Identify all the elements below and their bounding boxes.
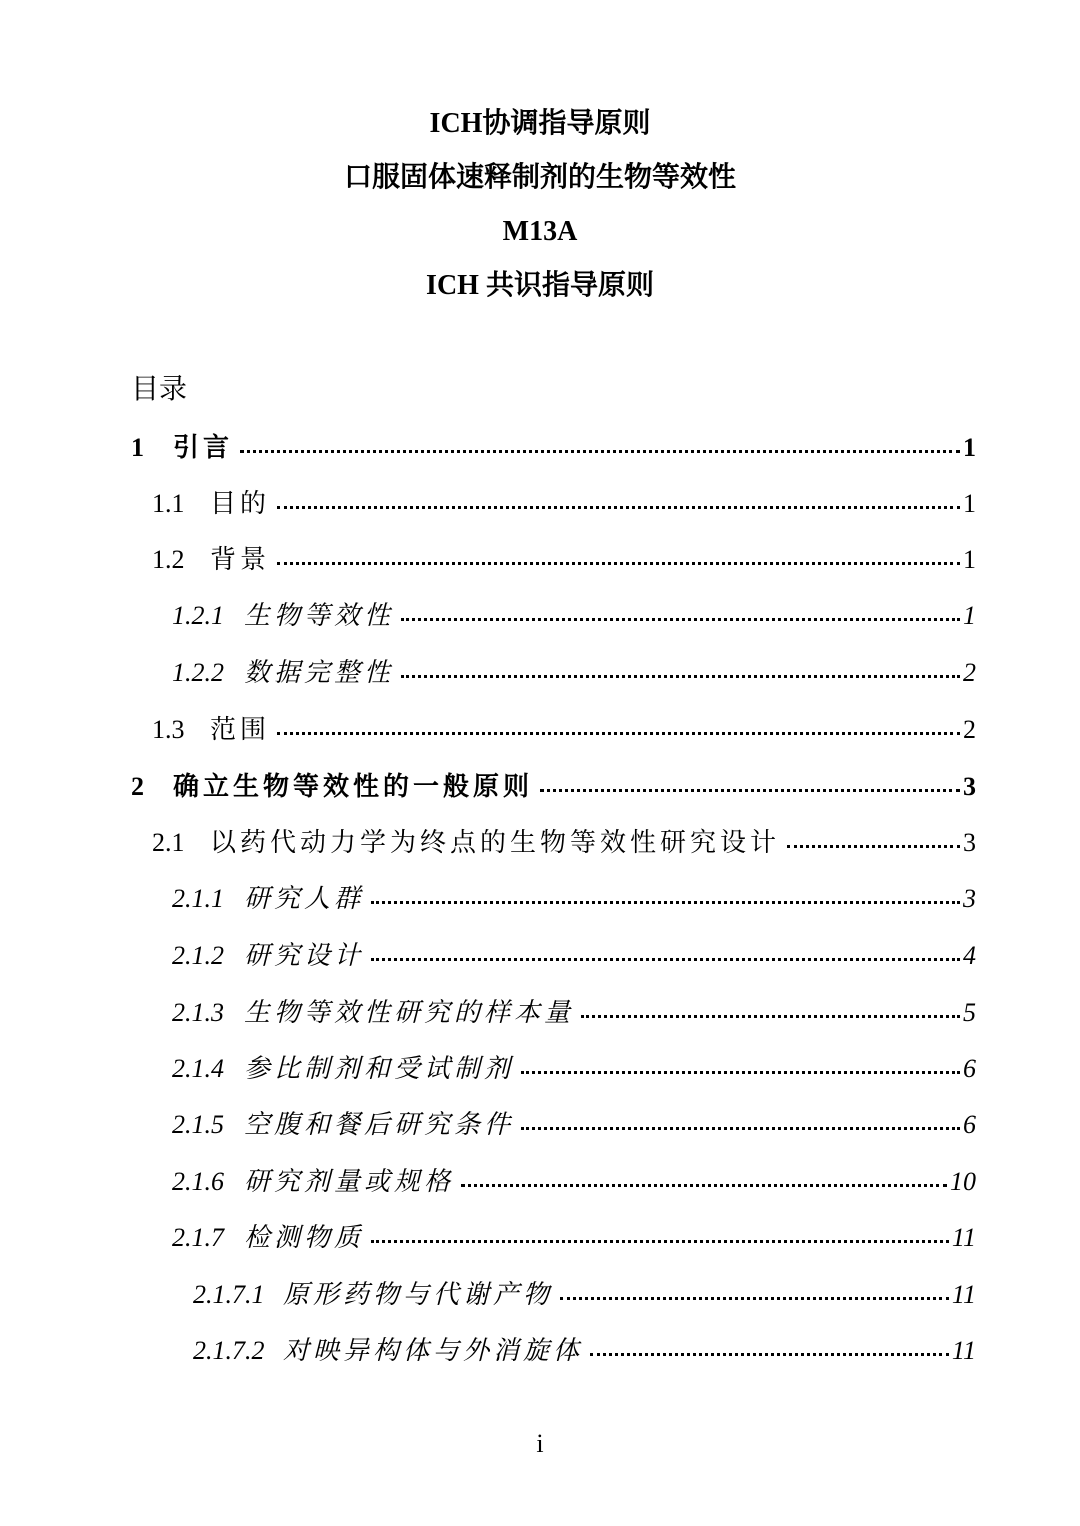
toc-entry-number: 2 [131,772,144,801]
document-subtitle: 口服固体速释制剂的生物等效性 [343,162,736,193]
toc-entry-title: 参比制剂和受试制剂 [244,1054,515,1083]
toc-entry-page: 3 [963,884,976,913]
toc-leader [521,1127,960,1130]
toc-entry-number: 1.1 [152,489,185,518]
toc-entry-page: 6 [963,1110,976,1139]
toc-leader [240,450,960,453]
toc-entry[interactable] [172,881,976,917]
toc-entry-page: 10 [950,1167,976,1196]
toc-entry[interactable] [172,1051,976,1087]
toc-entry-page: 11 [951,1280,976,1309]
toc-entry-title: 确立生物等效性的一般原则 [173,772,534,801]
toc-entry[interactable] [172,598,976,634]
toc-entry-title: 引言 [173,433,234,462]
toc-entry-number: 2.1.6 [172,1167,224,1196]
toc-leader [371,958,960,961]
toc-leader [521,1071,960,1074]
toc-entry-title: 范围 [210,715,271,744]
toc-entry-number: 2.1.4 [172,1054,224,1083]
toc-entry-page: 6 [963,1054,976,1083]
toc-entry[interactable] [152,825,976,861]
toc-entry-number: 1.2.2 [172,658,224,687]
toc-entry-title: 原形药物与代谢产物 [283,1280,554,1309]
toc-entry[interactable] [131,769,976,805]
toc-entry-number: 2.1.2 [172,941,224,970]
toc-heading: 目录 [131,374,188,405]
page-number: i [536,1429,544,1458]
toc-leader [787,845,960,848]
toc-leader [371,901,960,904]
toc-entry-title: 以药代动力学为终点的生物等效性研究设计 [210,828,781,857]
toc-entry-title: 研究设计 [244,941,365,970]
toc-entry-page: 3 [963,772,976,801]
toc-entry-title: 对映异构体与外消旋体 [283,1336,584,1365]
toc-leader [401,618,960,621]
toc-leader [277,506,960,509]
toc-entry-page: 1 [963,489,976,518]
toc-entry[interactable] [172,938,976,974]
toc-entry[interactable] [152,542,976,578]
toc-entry-title: 空腹和餐后研究条件 [244,1110,515,1139]
document-title: ICH协调指导原则 [429,108,651,139]
toc-leader [371,1240,949,1243]
toc-entry[interactable] [172,655,976,691]
toc-entry-number: 2.1.7.1 [193,1280,265,1309]
toc-entry-title: 背景 [210,545,271,574]
toc-entry-page: 1 [963,433,976,462]
toc-entry-title: 研究人群 [244,884,365,913]
toc-entry-number: 2.1.5 [172,1110,224,1139]
toc-entry[interactable] [172,1220,976,1256]
toc-entry-number: 1 [131,433,144,462]
toc-entry[interactable] [193,1333,976,1369]
toc-entry-page: 2 [963,715,976,744]
toc-entry-page: 1 [963,601,976,630]
toc-leader [277,562,960,565]
toc-entry-number: 2.1 [152,828,185,857]
toc-entry-page: 2 [963,658,976,687]
toc-entry-number: 2.1.7.2 [193,1336,265,1365]
toc-entry-page: 5 [963,998,976,1027]
guideline-type: ICH 共识指导原则 [426,270,654,301]
toc-entry[interactable] [152,712,976,748]
toc-entry-number: 2.1.3 [172,998,224,1027]
toc-leader [560,1297,949,1300]
toc-entry-number: 2.1.1 [172,884,224,913]
toc-entry[interactable] [193,1277,976,1313]
toc-entry-number: 1.2 [152,545,185,574]
toc-entry[interactable] [172,1107,976,1143]
toc-entry-title: 检测物质 [244,1223,365,1252]
toc-entry-title: 数据完整性 [244,658,395,687]
toc-entry-page: 11 [951,1336,976,1365]
toc-entry-title: 生物等效性研究的样本量 [244,998,575,1027]
guideline-code: M13A [502,216,578,247]
toc-leader [590,1353,949,1356]
toc-entry-page: 3 [963,828,976,857]
toc-entry[interactable] [131,430,976,466]
toc-leader [581,1015,960,1018]
toc-entry[interactable] [172,995,976,1031]
toc-leader [277,732,960,735]
toc-entry-page: 4 [963,941,976,970]
toc-entry[interactable] [172,1164,976,1200]
toc-leader [401,675,960,678]
toc-entry-title: 研究剂量或规格 [244,1167,455,1196]
toc-entry-number: 2.1.7 [172,1223,224,1252]
toc-entry[interactable] [152,486,976,522]
toc-entry-title: 目的 [210,489,271,518]
toc-entry-number: 1.3 [152,715,185,744]
toc-entry-page: 11 [951,1223,976,1252]
toc-leader [461,1184,947,1187]
toc-entry-number: 1.2.1 [172,601,224,630]
toc-entry-title: 生物等效性 [244,601,395,630]
toc-leader [540,789,960,792]
toc-entry-page: 1 [963,545,976,574]
